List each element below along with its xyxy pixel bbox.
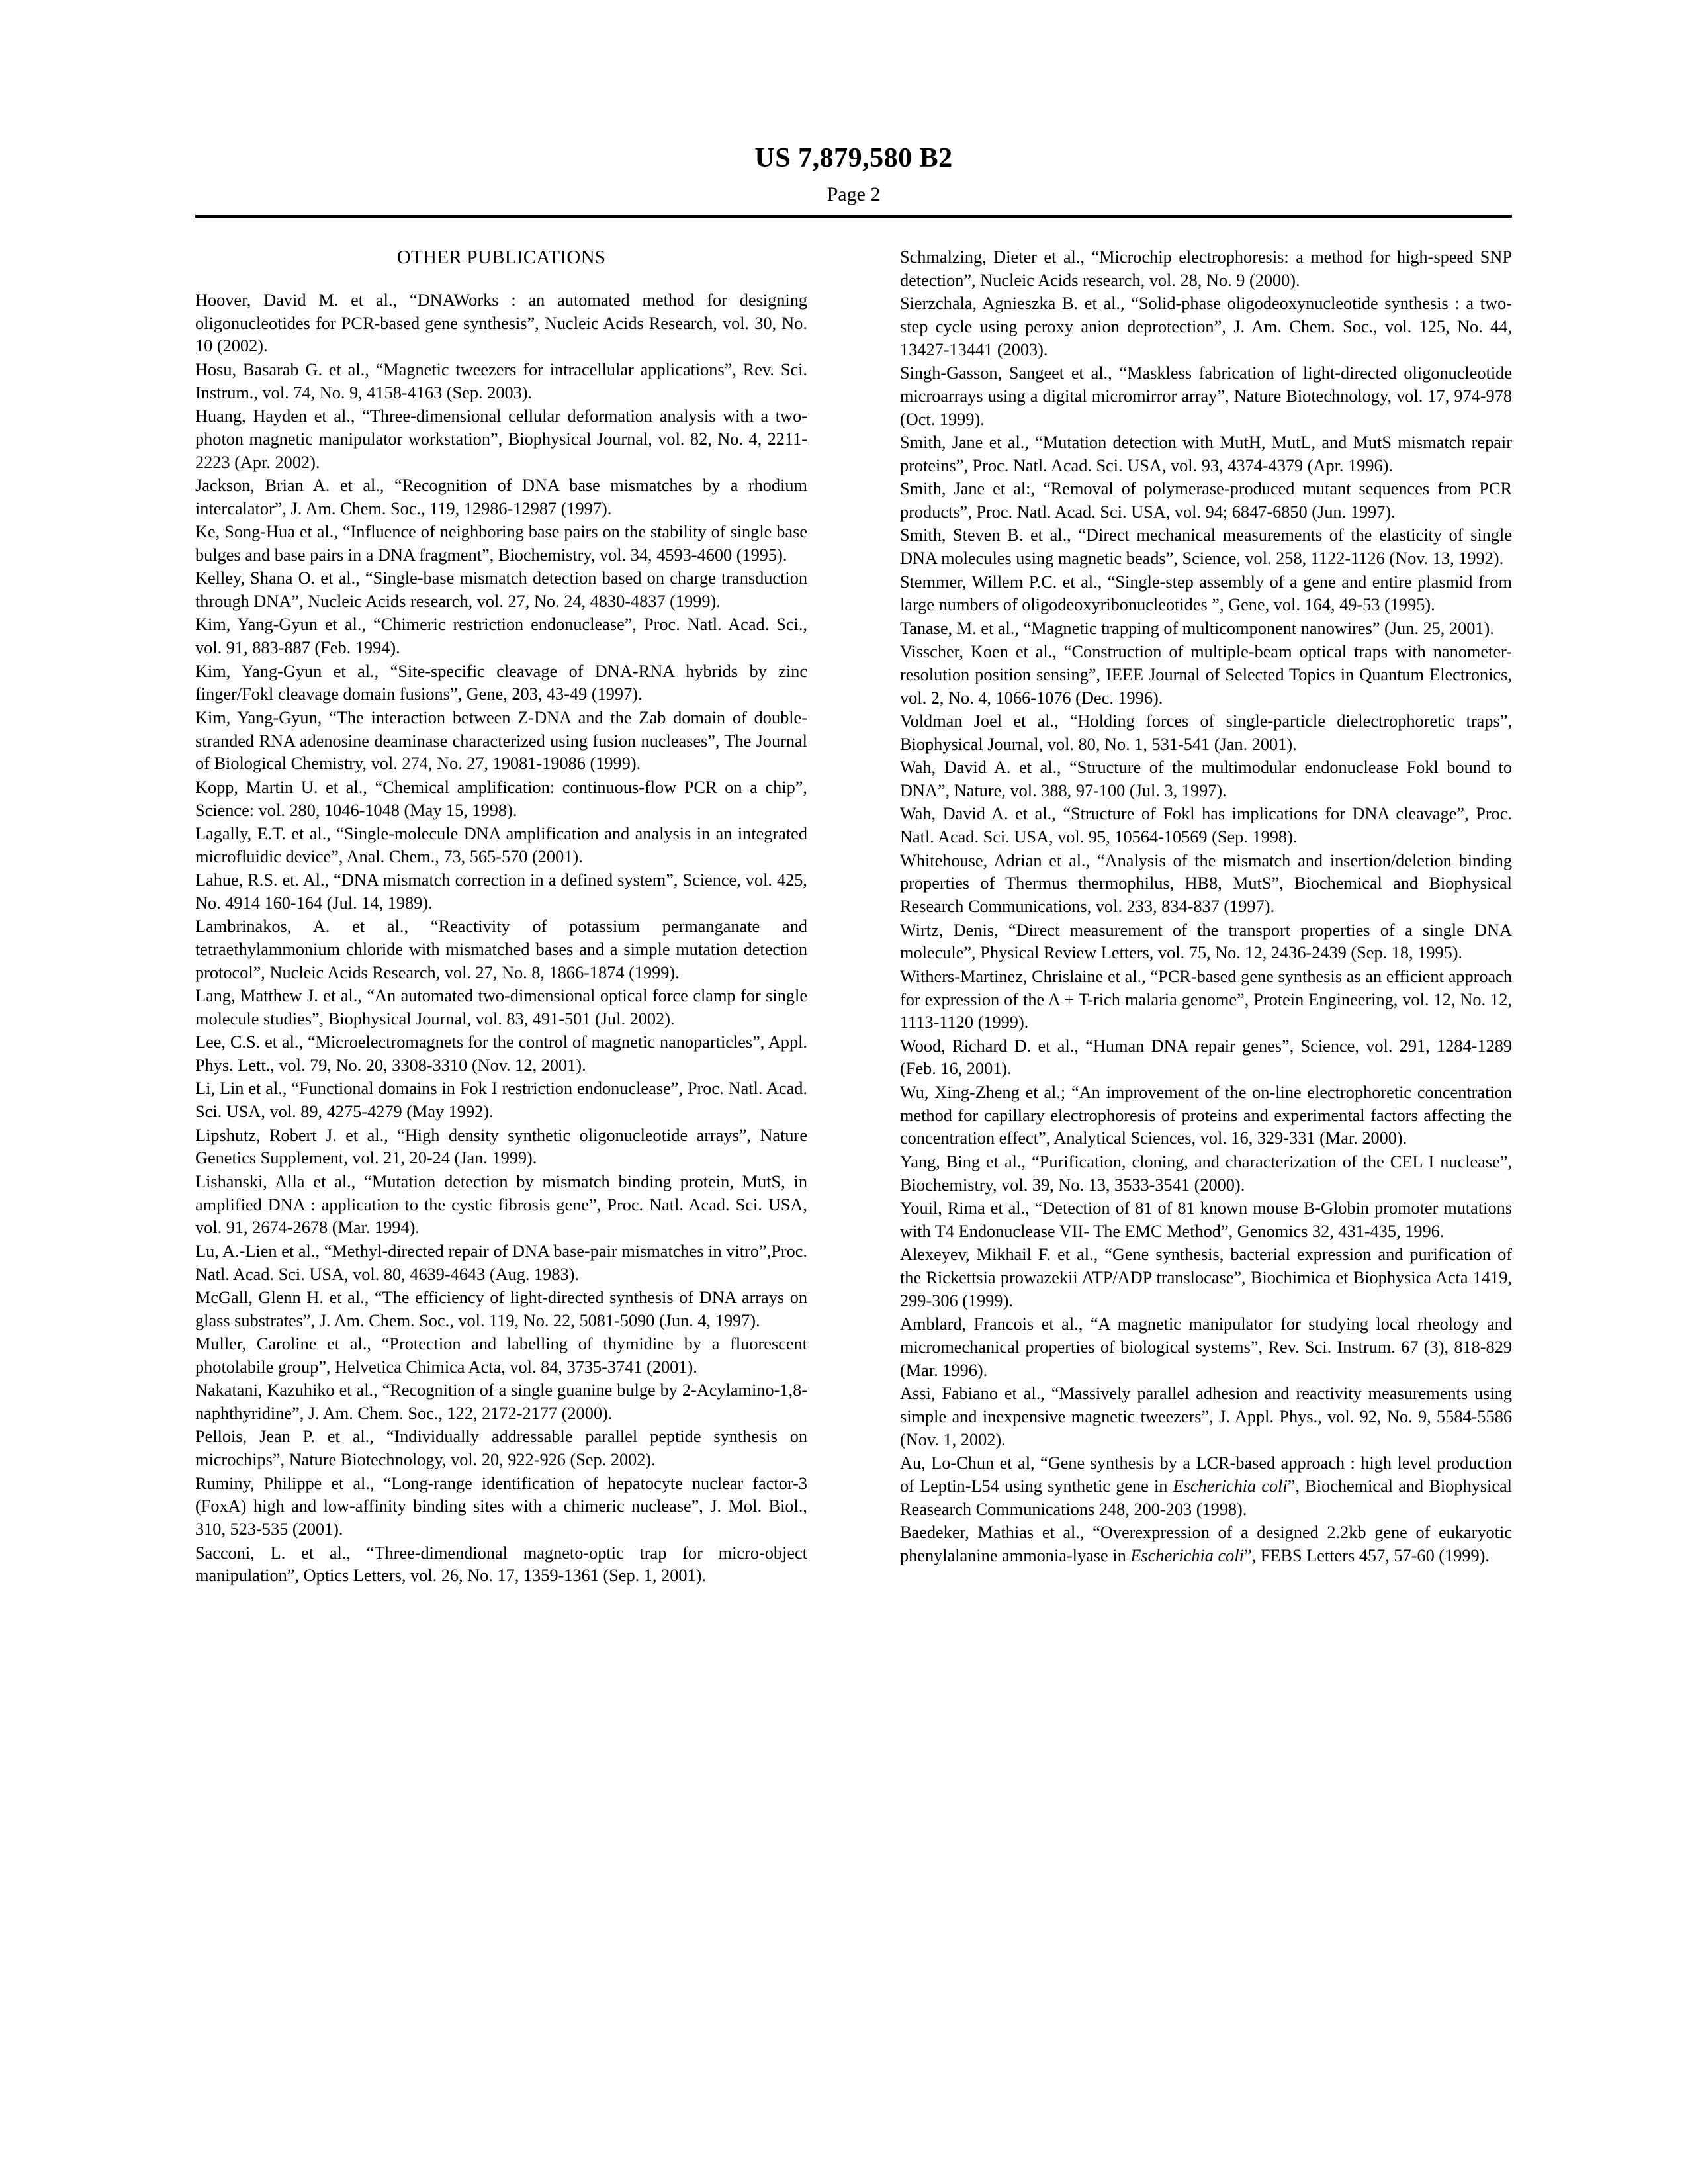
- reference-entry: Kopp, Martin U. et al., “Chemical amplification: continuous-flow PCR on a chip”, Science: vol. 280, 1046-1048 (May 15, 1998).: [195, 777, 807, 820]
- reference-entry: Kim, Yang-Gyun, “The interaction between Z-DNA and the Zab domain of double-stranded RNA adenosine deaminase characterized using fusion nucleases”, The Journal of Biological Chemistry, vol. 274, No. 27, 19081-19086 (1999).: [195, 707, 807, 774]
- reference-entry: Hosu, Basarab G. et al., “Magnetic tweezers for intracellular applications”, Rev. Sci. Instrum., vol. 74, No. 9, 4158-4163 (Sep. 2003).: [195, 359, 807, 402]
- left-column: [195, 246, 807, 1588]
- reference-entry: Sacconi, L. et al., “Three-dimendional magneto-optic trap for micro-object manipulation”, Optics Letters, vol. 26, No. 17, 1359-1361 (Sep. 1, 2001).: [195, 1543, 807, 1586]
- reference-entry: Visscher, Koen et al., “Construction of multiple-beam optical traps with nanometer-resolution position sensing”, IEEE Journal of Selected Topics in Quantum Electronics, vol. 2, No. 4, 1066-1076 (Dec. 1996).: [900, 642, 1512, 707]
- reference-entry: Withers-Martinez, Chrislaine et al., “PCR-based gene synthesis as an efficient approach for expression of the A + T-rich malaria genome”, Protein Engineering, vol. 12, No. 12, 1113-1120 (1999).: [900, 966, 1512, 1032]
- reference-entry: Wah, David A. et al., “Structure of the multimodular endonuclease Fokl bound to DNA”, Nature, vol. 388, 97-100 (Jul. 3, 1997).: [900, 758, 1512, 801]
- reference-entry: McGall, Glenn H. et al., “The efficiency of light-directed synthesis of DNA arrays on glass substrates”, J. Am. Chem. Soc., vol. 119, No. 22, 5081-5090 (Jun. 4, 1997).: [195, 1287, 807, 1330]
- reference-entry: Assi, Fabiano et al., “Massively parallel adhesion and reactivity measurements using simple and inexpensive magnetic tweezers”, J. Appl. Phys., vol. 92, No. 9, 5584-5586 (Nov. 1, 2002).: [900, 1384, 1512, 1449]
- left-column-reference-list: [195, 289, 807, 1588]
- reference-entry: Jackson, Brian A. et al., “Recognition of DNA base mismatches by a rhodium intercalator”, J. Am. Chem. Soc., 119, 12986-12987 (1997).: [195, 475, 807, 518]
- reference-entry: Wirtz, Denis, “Direct measurement of the transport properties of a single DNA molecule”, Physical Review Letters, vol. 75, No. 12, 2436-2439 (Sep. 18, 1995).: [900, 920, 1512, 963]
- reference-entry: Youil, Rima et al., “Detection of 81 of 81 known mouse B-Globin promoter mutations with T4 Endonuclease VII- The EMC Method”, Genomics 32, 431-435, 1996.: [900, 1198, 1512, 1241]
- reference-entry: Schmalzing, Dieter et al., “Microchip electrophoresis: a method for high-speed SNP detection”, Nucleic Acids research, vol. 28, No. 9 (2000).: [900, 248, 1512, 290]
- reference-entry: Yang, Bing et al., “Purification, cloning, and characterization of the CEL I nuclease”, Biochemistry, vol. 39, No. 13, 3533-3541 (2000).: [900, 1152, 1512, 1195]
- reference-entry: Singh-Gasson, Sangeet et al., “Maskless fabrication of light-directed oligonucleotide microarrays using a digital micromirror array”, Nature Biotechnology, vol. 17, 974-978 (Oct. 1999).: [900, 363, 1512, 429]
- reference-entry: Nakatani, Kazuhiko et al., “Recognition of a single guanine bulge by 2-Acylamino-1,8-naphthyridine”, J. Am. Chem. Soc., 122, 2172-2177 (2000).: [195, 1381, 807, 1424]
- reference-entry: Pellois, Jean P. et al., “Individually addressable parallel peptide synthesis on microchips”, Nature Biotechnology, vol. 20, 922-926 (Sep. 2002).: [195, 1427, 807, 1470]
- reference-entry: Lambrinakos, A. et al., “Reactivity of potassium permanganate and tetraethylammonium chloride with mismatched bases and a simple mutation detection protocol”, Nucleic Acids Research, vol. 27, No. 8, 1866-1874 (1999).: [195, 917, 807, 982]
- reference-entry: Sierzchala, Agnieszka B. et al., “Solid-phase oligodeoxynucleotide synthesis : a two-step cycle using peroxy anion deprotection”, J. Am. Chem. Soc., vol. 125, No. 44, 13427-13441 (2003).: [900, 294, 1512, 359]
- reference-entry: Lang, Matthew J. et al., “An automated two-dimensional optical force clamp for single molecule studies”, Biophysical Journal, vol. 83, 491-501 (Jul. 2002).: [195, 986, 807, 1028]
- reference-entry: Wu, Xing-Zheng et al.; “An improvement of the on-line electrophoretic concentration method for capillary electrophoresis of proteins and experimental factors affecting the concentration effect”, Analytical Sciences, vol. 16, 329-331 (Mar. 2000).: [900, 1082, 1512, 1148]
- reference-entry: Lishanski, Alla et al., “Mutation detection by mismatch binding protein, MutS, in amplified DNA : application to the cystic fibrosis gene”, Proc. Natl. Acad. Sci. USA, vol. 91, 2674-2678 (Mar. 1994).: [195, 1171, 807, 1238]
- reference-entry: Lagally, E.T. et al., “Single-molecule DNA amplification and analysis in an integrated microfluidic device”, Anal. Chem., 73, 565-570 (2001).: [195, 823, 807, 866]
- page-header: [195, 142, 1512, 206]
- header-divider-rule: [195, 215, 1512, 218]
- right-column-reference-list: [900, 246, 1512, 1568]
- reference-entry: Voldman Joel et al., “Holding forces of single-particle dielectrophoretic traps”, Biophysical Journal, vol. 80, No. 1, 531-541 (Jan. 2001).: [900, 711, 1512, 754]
- reference-entry: Alexeyev, Mikhail F. et al., “Gene synthesis, bacterial expression and purification of the Rickettsia prowazekii ATP/ADP translocase”, Biochimica et Biophysica Acta 1419, 299-306 (1999).: [900, 1245, 1512, 1310]
- section-heading-other-publications: OTHER PUBLICATIONS: [396, 247, 606, 268]
- reference-entry: Lu, A.-Lien et al., “Methyl-directed repair of DNA base-pair mismatches in vitro”,Proc. Natl. Acad. Sci. USA, vol. 80, 4639-4643 (Aug. 1983).: [195, 1241, 807, 1284]
- reference-entry: Kim, Yang-Gyun et al., “Site-specific cleavage of DNA-RNA hybrids by zinc finger/Fokl cleavage domain fusions”, Gene, 203, 43-49 (1997).: [195, 661, 807, 704]
- reference-entry: Tanase, M. et al., “Magnetic trapping of multicomponent nanowires” (Jun. 25, 2001).: [900, 618, 1494, 638]
- reference-entry: Au, Lo-Chun et al, “Gene synthesis by a LCR-based approach : high level production of Leptin-L54 using synthetic gene in Escherichia coli”, Biochemical and Biophysical Reasearch Communications 248, 200-203 (1998).: [900, 1453, 1512, 1519]
- right-column: [900, 246, 1512, 1588]
- reference-entry: Smith, Steven B. et al., “Direct mechanical measurements of the elasticity of single DNA molecules using magnetic beads”, Science, vol. 258, 1122-1126 (Nov. 13, 1992).: [900, 525, 1512, 569]
- reference-entry: Whitehouse, Adrian et al., “Analysis of the mismatch and insertion/deletion binding properties of Thermus thermophilus, HB8, MutS”, Biochemical and Biophysical Research Communications, vol. 233, 834-837 (1997).: [900, 850, 1512, 917]
- reference-entry: Wah, David A. et al., “Structure of Fokl has implications for DNA cleavage”, Proc. Natl. Acad. Sci. USA, vol. 95, 10564-10569 (Sep. 1998).: [900, 804, 1512, 847]
- reference-entry: Stemmer, Willem P.C. et al., “Single-step assembly of a gene and entire plasmid from large numbers of oligodeoxyribonucleotides ”, Gene, vol. 164, 49-53 (1995).: [900, 572, 1512, 615]
- reference-entry: Lahue, R.S. et. Al., “DNA mismatch correction in a defined system”, Science, vol. 425, No. 4914 160-164 (Jul. 14, 1989).: [195, 870, 807, 913]
- patent-number: US 7,879,580 B2: [754, 143, 953, 173]
- reference-entry: Wood, Richard D. et al., “Human DNA repair genes”, Science, vol. 291, 1284-1289 (Feb. 16, 2001).: [900, 1036, 1512, 1079]
- reference-entry: Lipshutz, Robert J. et al., “High density synthetic oligonucleotide arrays”, Nature Genetics Supplement, vol. 21, 20-24 (Jan. 1999).: [195, 1125, 807, 1168]
- reference-entry: Huang, Hayden et al., “Three-dimensional cellular deformation analysis with a two-photon magnetic manipulator workstation”, Biophysical Journal, vol. 82, No. 4, 2211-2223 (Apr. 2002).: [195, 406, 807, 472]
- reference-entry: Ruminy, Philippe et al., “Long-range identification of hepatocyte nuclear factor-3 (FoxA) high and low-affinity binding sites with a chimeric nuclease”, J. Mol. Biol., 310, 523-535 (2001).: [195, 1473, 807, 1539]
- reference-entry: Kim, Yang-Gyun et al., “Chimeric restriction endonuclease”, Proc. Natl. Acad. Sci., vol. 91, 883-887 (Feb. 1994).: [195, 615, 807, 658]
- reference-entry: Baedeker, Mathias et al., “Overexpression of a designed 2.2kb gene of eukaryotic phenylalanine ammonia-lyase in Escherichia coli”, FEBS Letters 457, 57-60 (1999).: [900, 1523, 1512, 1565]
- two-column-body: [195, 246, 1512, 1588]
- reference-entry: Lee, C.S. et al., “Microelectromagnets for the control of magnetic nanoparticles”, Appl. Phys. Lett., vol. 79, No. 20, 3308-3310 (Nov. 12, 2001).: [195, 1032, 807, 1075]
- reference-entry: Li, Lin et al., “Functional domains in Fok I restriction endonuclease”, Proc. Natl. Acad. Sci. USA, vol. 89, 4275-4279 (May 1992).: [195, 1079, 807, 1122]
- reference-entry: Muller, Caroline et al., “Protection and labelling of thymidine by a fluorescent photolabile group”, Helvetica Chimica Acta, vol. 84, 3735-3741 (2001).: [195, 1334, 807, 1377]
- reference-entry: Smith, Jane et al:, “Removal of polymerase-produced mutant sequences from PCR products”, Proc. Natl. Acad. Sci. USA, vol. 94; 6847-6850 (Jun. 1997).: [900, 479, 1512, 522]
- reference-entry: Smith, Jane et al., “Mutation detection with MutH, MutL, and MutS mismatch repair proteins”, Proc. Natl. Acad. Sci. USA, vol. 93, 4374-4379 (Apr. 1996).: [900, 433, 1512, 475]
- reference-entry: Ke, Song-Hua et al., “Influence of neighboring base pairs on the stability of single base bulges and base pairs in a DNA fragment”, Biochemistry, vol. 34, 4593-4600 (1995).: [195, 522, 807, 565]
- reference-entry: Hoover, David M. et al., “DNAWorks : an automated method for designing oligonucleotides for PCR-based gene synthesis”, Nucleic Acids Research, vol. 30, No. 10 (2002).: [195, 290, 807, 356]
- reference-entry: Amblard, Francois et al., “A magnetic manipulator for studying local rheology and micromechanical properties of biological systems”, Rev. Sci. Instrum. 67 (3), 818-829 (Mar. 1996).: [900, 1314, 1512, 1380]
- reference-entry: Kelley, Shana O. et al., “Single-base mismatch detection based on charge transduction through DNA”, Nucleic Acids research, vol. 27, No. 24, 4830-4837 (1999).: [195, 569, 807, 612]
- page-label: Page 2: [826, 183, 881, 206]
